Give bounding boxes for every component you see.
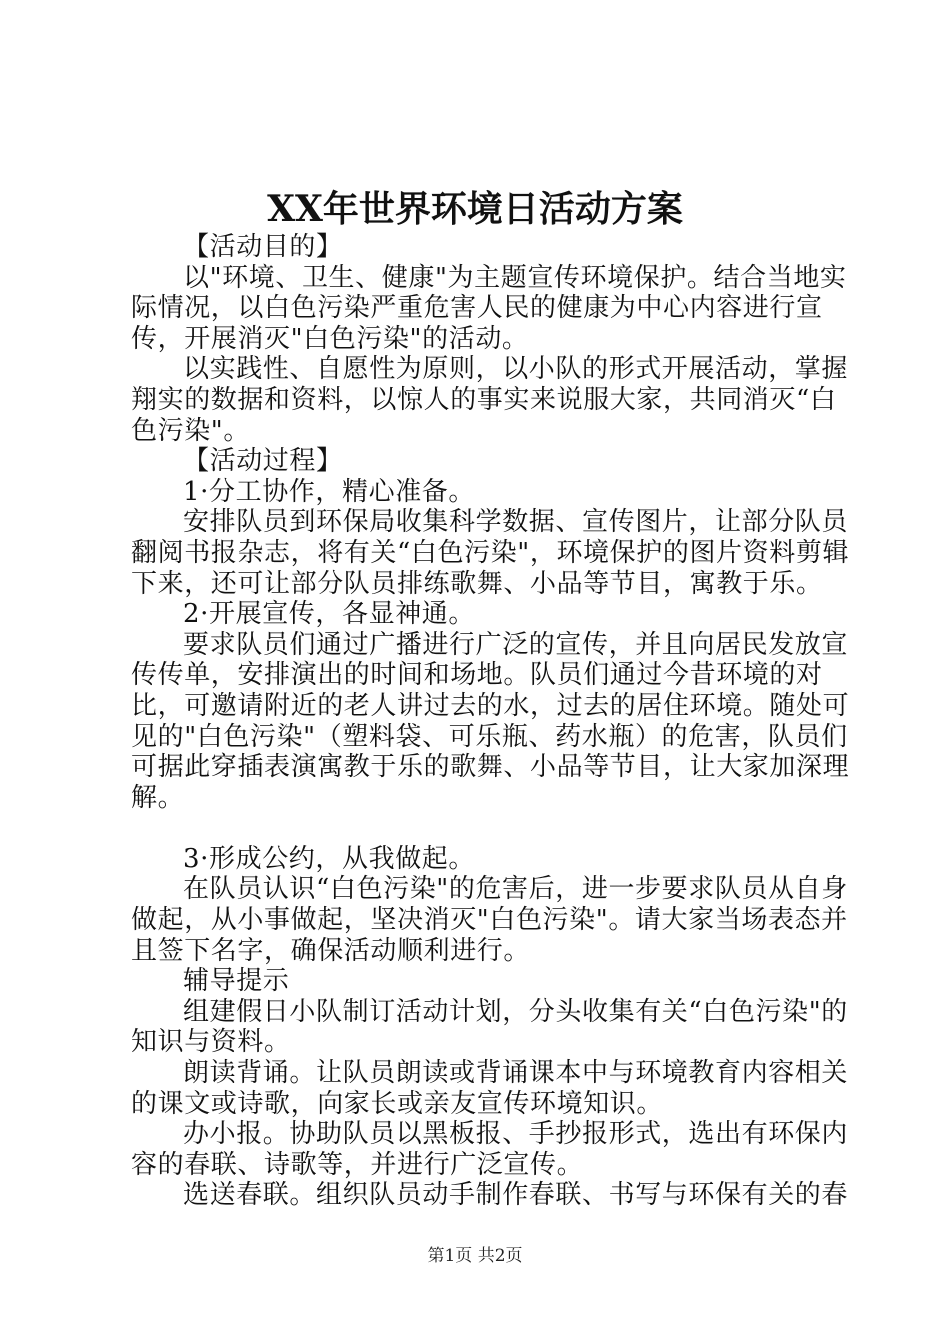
section-heading-tips: 辅导提示: [183, 966, 290, 997]
step-heading-2: 2·开展宣传，各显神通。: [183, 599, 476, 630]
paragraph: 朗读背诵。让队员朗读或背诵课本中与环境教育内容相关的课文或诗歌，向家长或亲友宣传环境知识。: [131, 1058, 849, 1119]
paragraph: 选送春联。组织队员动手制作春联、书写与环保有关的春: [183, 1180, 849, 1211]
paragraph: 以实践性、自愿性为原则，以小队的形式开展活动，掌握翔实的数据和资料，以惊人的事实来说服大家，共同消灭“白色污染"。: [131, 354, 849, 446]
blank-line: [131, 813, 851, 844]
section-heading-purpose: 【活动目的】: [183, 232, 343, 262]
paragraph: 安排队员到环保局收集科学数据、宣传图片，让部分队员翻阅书报杂志，将有关“白色污染"，环境保护的图片资料剪辑下来，还可让部分队员排练歌舞、小品等节目，寓教于乐。: [131, 507, 850, 599]
paragraph: 在队员认识“白色污染"的危害后，进一步要求队员从自身做起，从小事做起，坚决消灭"白色污染"。请大家当场表态并且签下名字，确保活动顺利进行。: [131, 874, 848, 966]
step-heading-3: 3·形成公约，从我做起。: [183, 843, 476, 874]
paragraph: 以"环境、卫生、健康"为主题宣传环境保护。结合当地实际情况，以白色污染严重危害人民的健康为中心内容进行宣传，开展消灭"白色污染"的活动。: [131, 262, 847, 354]
paragraph: 要求队员们通过广播进行广泛的宣传，并且向居民发放宣传传单，安排演出的时间和场地。队员们通过今昔环境的对比，可邀请附近的老人讲过去的水，过去的居住环境。随处可见的"白色污染"（塑料袋、可乐瓶、药水瓶）的危害，队员们可据此穿插表演寓教于乐的歌舞、小品等节目，让大家加深理解。: [131, 629, 850, 813]
step-heading-1: 1·分工协作，精心准备。: [183, 476, 476, 507]
section-heading-process: 【活动过程】: [183, 446, 343, 477]
page-title: XX年世界环境日活动方案: [267, 188, 683, 230]
paragraph: 组建假日小队制订活动计划，分头收集有关“白色污染"的知识与资料。: [131, 996, 848, 1058]
document-body: [131, 232, 851, 1211]
paragraph: 办小报。协助队员以黑板报、手抄报形式，选出有环保内容的春联、诗歌等，并进行广泛宣传。: [131, 1119, 849, 1180]
page-number: 第1页 共2页: [427, 1246, 523, 1266]
